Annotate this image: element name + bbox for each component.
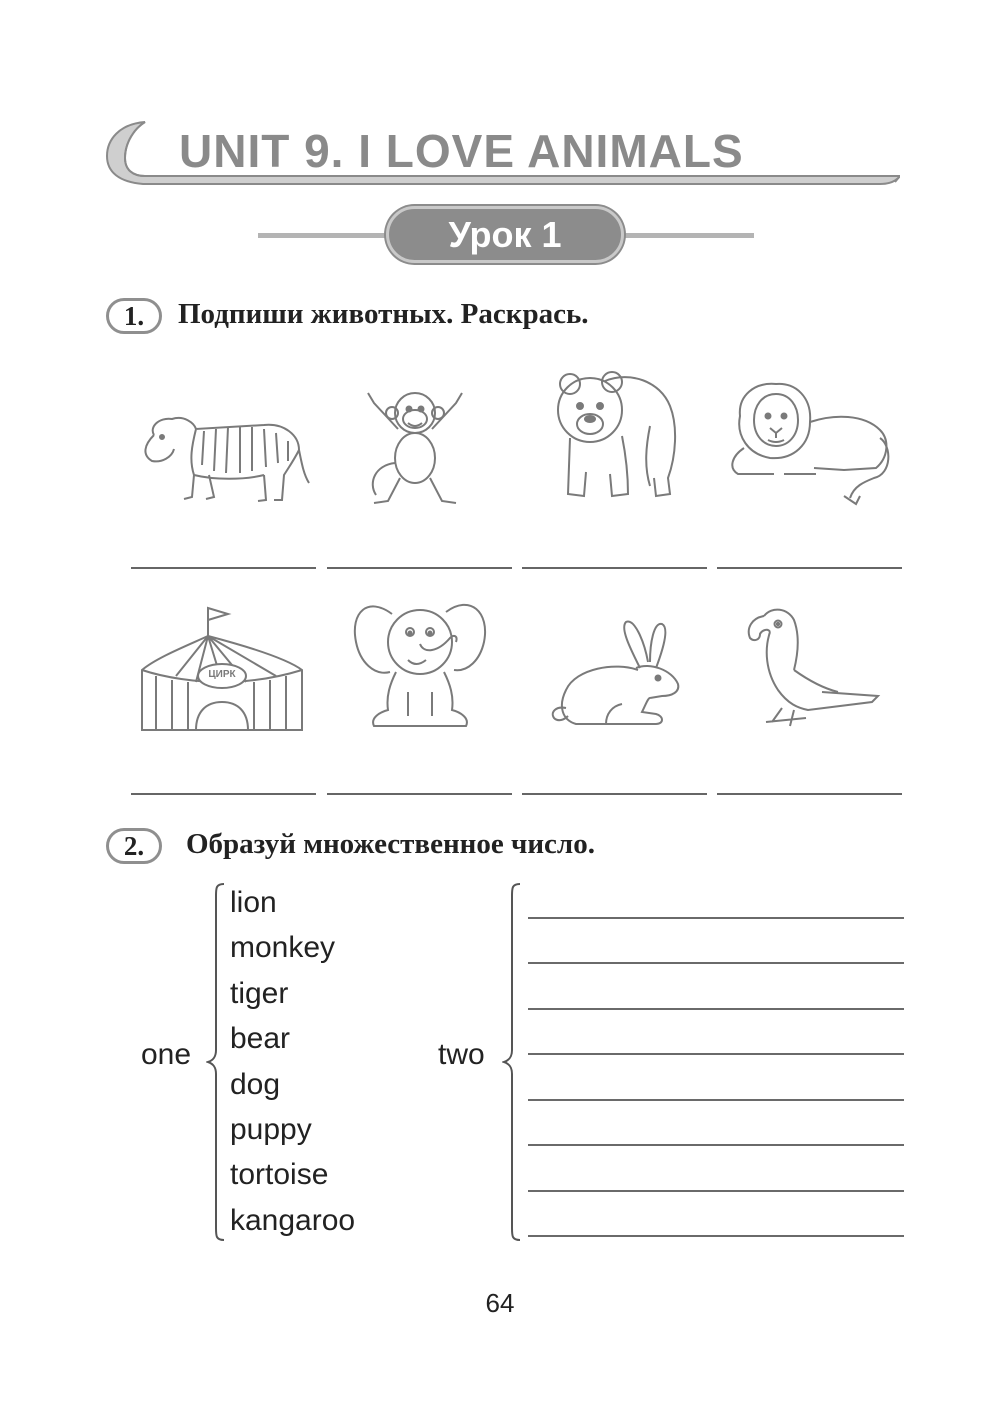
lion-icon (724, 378, 894, 508)
exercise-2-instruction: Образуй множественное число. (186, 828, 595, 860)
answer-line-1[interactable] (131, 567, 316, 569)
plural-answer-line[interactable] (528, 1144, 904, 1146)
word-item: tortoise (230, 1158, 329, 1191)
rabbit-icon (546, 618, 684, 732)
circus-sign: ЦИРК (208, 669, 236, 680)
word-item: tiger (230, 977, 289, 1010)
plural-answer-line[interactable] (528, 1053, 904, 1055)
word-item: lion (230, 886, 277, 919)
answer-line-6[interactable] (327, 793, 512, 795)
answer-line-8[interactable] (717, 793, 902, 795)
lesson-label: Урок 1 (386, 206, 624, 263)
parrot-icon (742, 600, 882, 734)
word-item: monkey (230, 931, 336, 964)
answer-line-7[interactable] (522, 793, 707, 795)
unit-title: UNIT 9. I LOVE ANIMALS (179, 125, 744, 177)
plural-answer-line[interactable] (528, 1235, 904, 1237)
bear-icon (550, 366, 680, 508)
circus-tent-icon (136, 606, 308, 734)
plural-answer-line[interactable] (528, 1008, 904, 1010)
monkey-icon (360, 383, 470, 513)
answer-line-4[interactable] (717, 567, 902, 569)
exercise-1-number: 1. (106, 298, 162, 334)
answer-line-5[interactable] (131, 793, 316, 795)
right-brace (502, 880, 522, 1244)
elephant-icon (350, 592, 490, 732)
tiger-icon (134, 405, 312, 515)
word-item: bear (230, 1022, 291, 1055)
plural-answer-line[interactable] (528, 962, 904, 964)
answer-line-2[interactable] (327, 567, 512, 569)
exercise-2-number: 2. (106, 828, 162, 864)
word-item: puppy (230, 1113, 312, 1146)
word-item: dog (230, 1068, 281, 1101)
two-label: two (438, 1038, 485, 1071)
plural-answer-line[interactable] (528, 917, 904, 919)
left-brace (206, 880, 226, 1244)
word-item: kangaroo (230, 1204, 356, 1237)
unit-banner (105, 118, 900, 188)
exercise-1-instruction: Подпиши животных. Раскрась. (178, 298, 589, 330)
one-label: one (141, 1038, 192, 1071)
page-number: 64 (485, 1288, 515, 1318)
plural-answer-line[interactable] (528, 1099, 904, 1101)
plural-answer-line[interactable] (528, 1190, 904, 1192)
answer-line-3[interactable] (522, 567, 707, 569)
